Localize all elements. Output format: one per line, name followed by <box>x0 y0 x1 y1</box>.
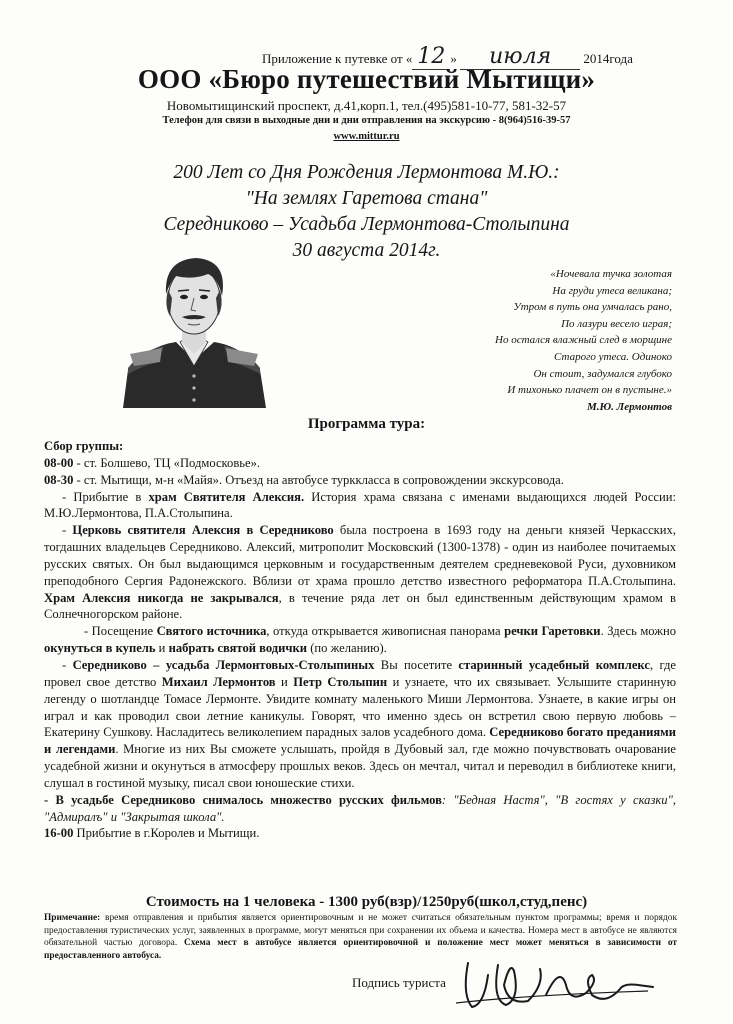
program-title: Программа тура: <box>307 416 426 432</box>
poem-block <box>440 266 672 415</box>
poem-line: По лазури весело играя; <box>561 317 672 330</box>
note-text: время отправления и прибытия является ориентировочным и не может считаться обязательным пунктом программы; время и порядок предоставления туристических услуг, заявленных в программе, могут меняться при сохранении их объема и качества. Номера мест в автобусе не являются обязательной частью договора. <box>44 913 677 949</box>
paragraph-estate: - Середниково – усадьба Лермонтовых-Столыпиных Вы посетите старинный усадебный комплекс, где провел свое детство Михаил Лермонтов и Петр Столыпин и узнаете, что их связывает. Услышите старинную легенду о шотландце Томасе Лермонте. Увидите комнату маленького Миши Лермонтова. Узнаете, в какие игры он играл и как проводил свои летние каникулы. Говорят, что именно здесь он встретил свою первую любовь – Екатерину Сушкову. Насладитесь великолепием парадных залов усадебного дома. Середниково богато преданиями и легендами. Многие из них Вы сможете услышать, пройдя в Дубовый зал, где можно почувствовать очарование усадебной жизни и окунуться в атмосферу прошлых веков. Здесь он мечтал, читал и переводил в библиотеке книги, слушал в гостиной музыку, писал свои юношеские стихи. <box>44 657 677 790</box>
note-label: Примечание: <box>44 913 101 923</box>
title-line-3: Середниково – Усадьба Лермонтова-Столыпина <box>163 214 570 235</box>
poem-line: Но остался влажный след в морщине <box>495 334 672 347</box>
schedule-text: Прибытие в г.Королев и Мытищи. <box>73 826 260 841</box>
appendix-prefix: Приложение к путевке от « <box>262 51 413 66</box>
program-body <box>44 438 676 842</box>
title-date: 30 августа 2014г. <box>292 240 441 261</box>
website-link[interactable]: www.mittur.ru <box>333 131 400 142</box>
schedule-item <box>44 472 676 489</box>
gathering-heading: Сбор группы: <box>44 439 124 453</box>
tour-cost: Стоимость на 1 человека - 1300 руб(взр)/1250руб(школ,студ,пенс) <box>145 894 588 910</box>
poem-line: «Ночевала тучка золотая <box>550 268 672 280</box>
paragraph-spring: - Посещение Святого источника, откуда открывается живописная панорама речки Гаретовки. Здесь можно окунуться в купель и набрать святой водички (по желанию). <box>44 624 677 656</box>
schedule-item <box>44 455 676 472</box>
tour-titles <box>0 160 733 264</box>
schedule-time: 16-00 <box>44 826 74 841</box>
company-address: Новомытищинский проспект, д.41,корп.1, тел.(495)581-10-77, 581-32-57 <box>166 98 567 113</box>
contact-phone: Телефон для связи в выходные дни и дни отправления на экскурсию - 8(964)516-39-57 <box>162 115 571 126</box>
schedule-time: 08-00 <box>44 455 74 470</box>
schedule-time: 08-30 <box>44 472 74 487</box>
note-bold: Схема мест в автобусе является ориентировочной и положение мест может меняться в зависимости от предоставленного автобуса. <box>44 938 677 961</box>
paragraph-church-visit: - Прибытие в храм Святителя Алексия. История храма связана с именами выдающихся людей России: М.Ю.Лермонтова, П.А.Столыпина. <box>44 489 676 521</box>
schedule-item <box>44 825 676 842</box>
appendix-mid: » <box>450 51 457 66</box>
handwritten-signature <box>448 945 658 1020</box>
appendix-month: июля <box>460 44 580 70</box>
company-name: ООО «Бюро путешествий Мытищи» <box>137 64 596 94</box>
schedule-text: - ст. Болшево, ТЦ «Подмосковье». <box>73 455 261 470</box>
paragraph-church-history: - Церковь святителя Алексия в Середниково была построена в 1693 году на деньги князей Черкасских, тогдашних владельцев Середниково. Алексий, митрополит Московский (1300-1378) - один из наиболее почитаемых русских святых. Он был выдающимся церковным и государственным деятелем средневековой Руси, духовником преподобного Сергия Радонежского. Вблизи от храма прошло детство известного реформатора П.А.Столыпина. Храм Алексия никогда не закрывался, в течение ряда лет он был единственным действующим храмом в Солнечногорском районе. <box>44 523 676 622</box>
title-line-2: "На землях Гаретова стана" <box>245 188 488 209</box>
schedule-text: - ст. Мытищи, м-н «Майя». Отъезд на автобусе турккласса в сопровождении экскурсовода. <box>73 472 564 487</box>
poem-line: Старого утеса. Одиноко <box>554 350 672 363</box>
title-line-1: 200 Лет со Дня Рождения Лермонтова М.Ю.: <box>173 162 560 183</box>
poem-line: Утром в путь она умчалась рано, <box>513 301 672 314</box>
appendix-day: 12 <box>412 44 450 70</box>
poem-line: И тихонько плачет он в пустыне.» <box>507 384 672 397</box>
poem-line: Он стоит, задумался глубоко <box>533 367 672 380</box>
poem-line: На груди утеса великана; <box>552 284 672 297</box>
appendix-year: 2014года <box>583 51 633 66</box>
lermontov-portrait <box>118 250 270 408</box>
paragraph-films: - В усадьбе Середниково снималось множество русских фильмов: "Бедная Настя", "В гостях у сказки", "Адмиралъ" и "Закрытая школа". <box>44 792 677 824</box>
signature-label: Подпись туриста <box>352 975 446 990</box>
poem-author: М.Ю. Лермонтов <box>587 400 672 413</box>
